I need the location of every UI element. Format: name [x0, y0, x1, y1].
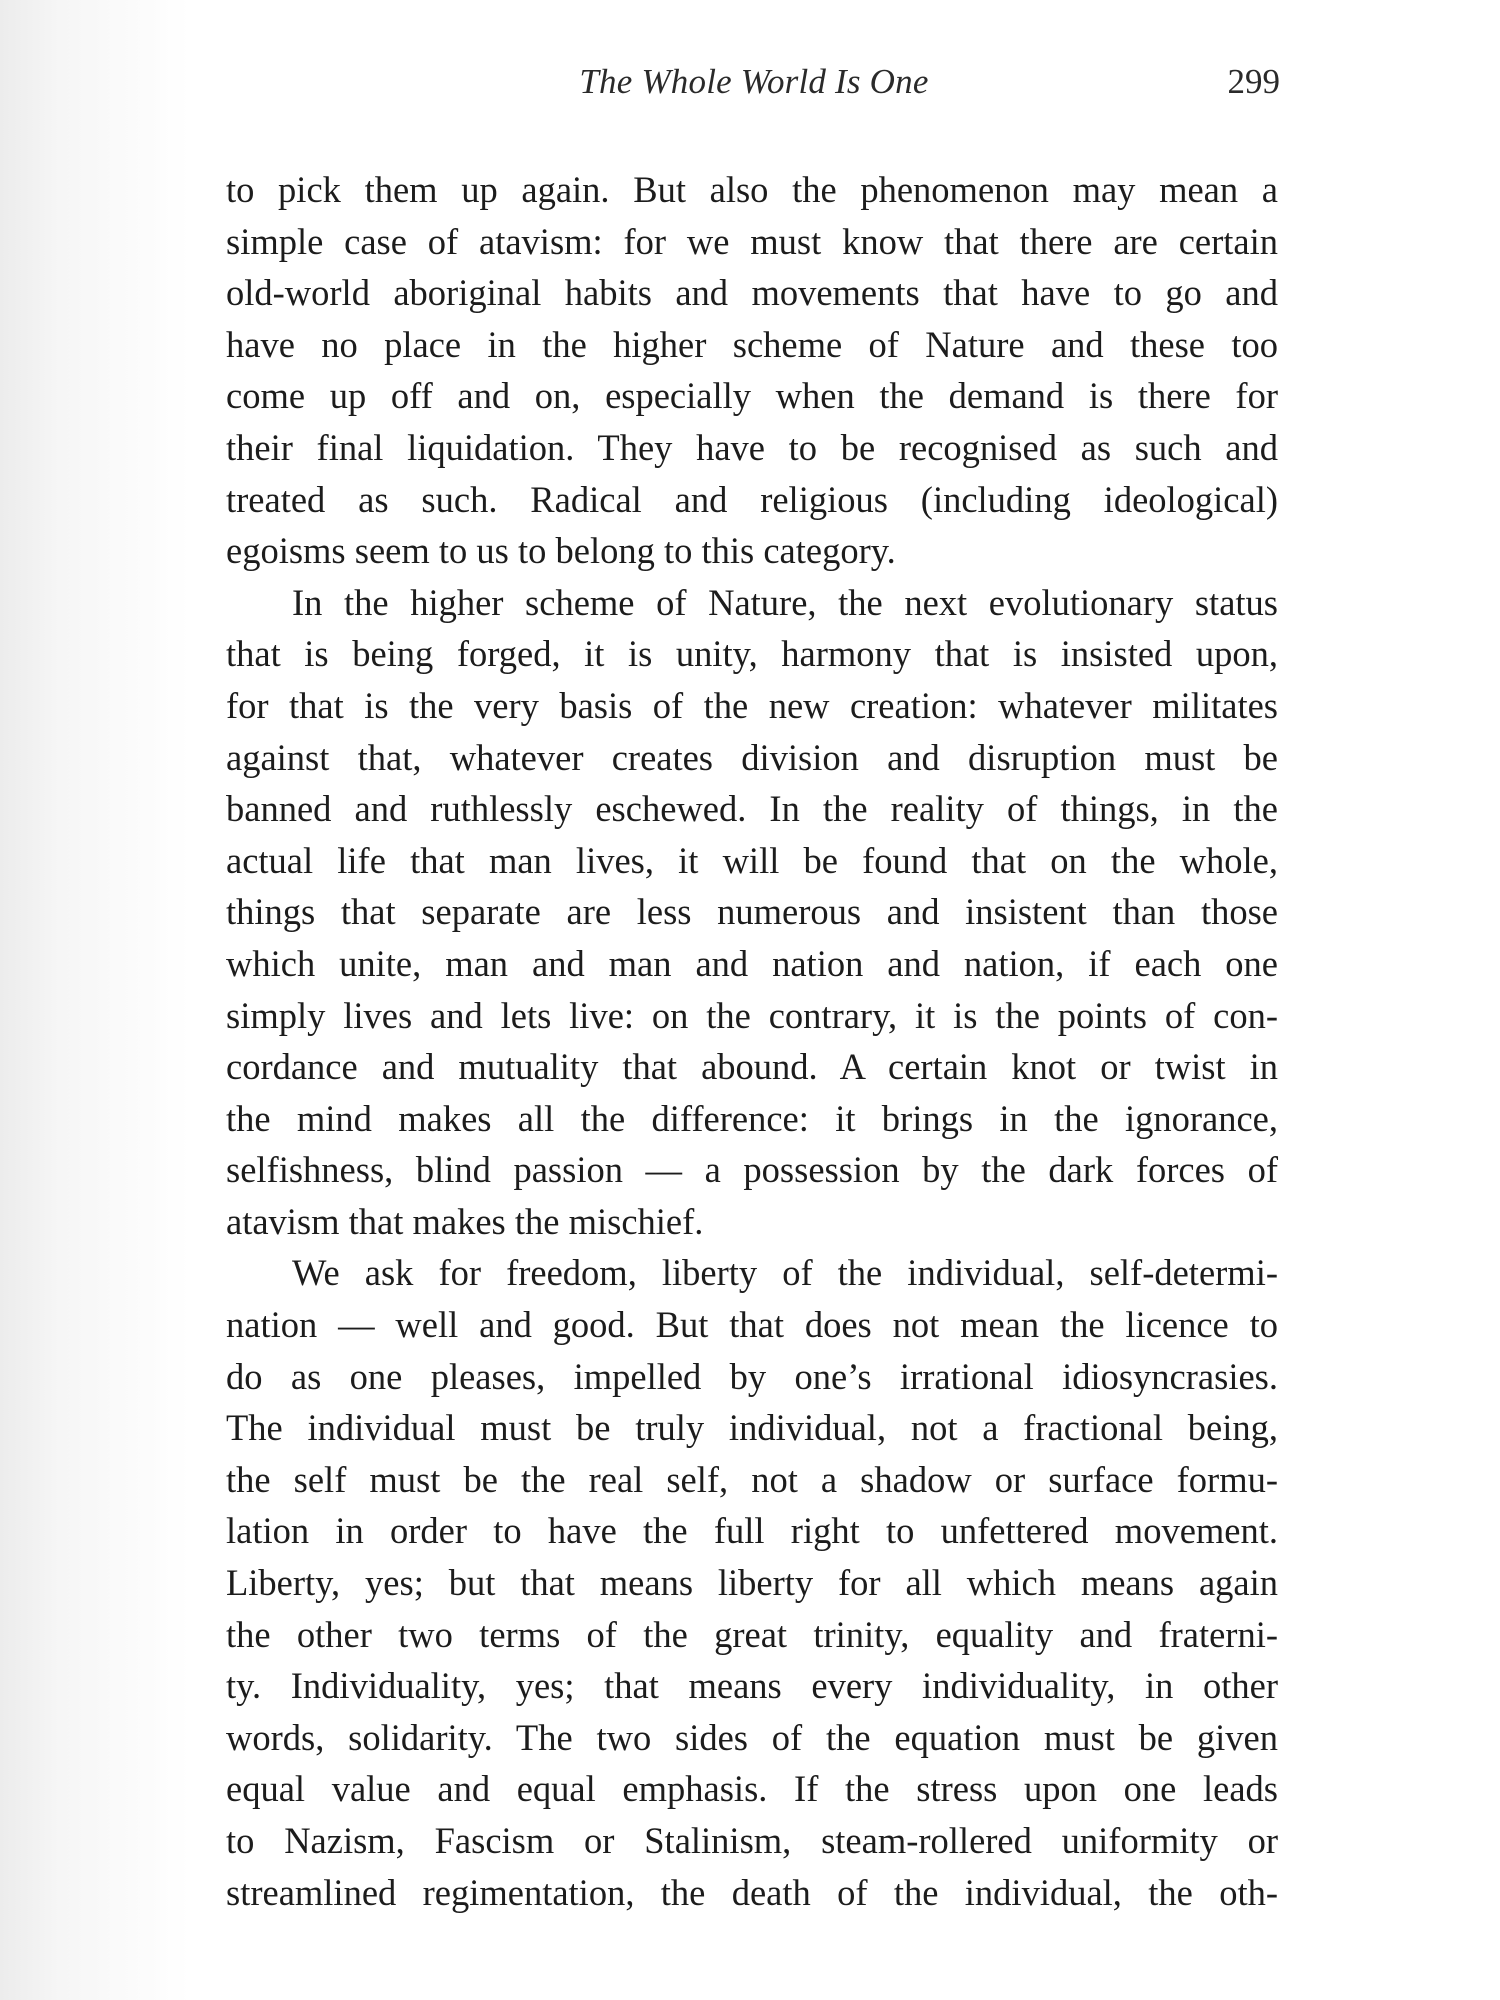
text-line: simple case of atavism: for we must know that there are certain	[226, 220, 1278, 262]
text-line: do as one pleases, impelled by one’s irrational idiosyncrasies.	[226, 1355, 1278, 1397]
text-line: the mind makes all the difference: it brings in the ignorance,	[226, 1097, 1278, 1139]
page-gutter-shadow	[0, 0, 190, 2000]
text-line: egoisms seem to us to belong to this category.	[226, 530, 896, 572]
text-line: the self must be the real self, not a shadow or surface formu-	[226, 1458, 1278, 1500]
text-line: things that separate are less numerous and insistent than those	[226, 891, 1278, 933]
page-number: 299	[1227, 62, 1280, 101]
text-line: actual life that man lives, it will be found that on the whole,	[226, 839, 1278, 881]
text-line: We ask for freedom, liberty of the individual, self-determi-	[292, 1252, 1278, 1294]
text-line: lation in order to have the full right to unfettered movement.	[226, 1510, 1278, 1552]
paragraph	[226, 1247, 1278, 1918]
text-line: cordance and mutuality that abound. A certain knot or twist in	[226, 1046, 1278, 1088]
text-line: words, solidarity. The two sides of the equation must be given	[226, 1716, 1278, 1758]
text-line: old-world aboriginal habits and movements that have to go and	[226, 272, 1278, 314]
text-line: the other two terms of the great trinity, equality and fraterni-	[226, 1613, 1278, 1655]
text-line: In the higher scheme of Nature, the next evolutionary status	[292, 581, 1278, 623]
text-line: to pick them up again. But also the phenomenon may mean a	[226, 169, 1278, 210]
running-head	[228, 62, 1280, 118]
text-line: for that is the very basis of the new creation: whatever militates	[226, 684, 1278, 726]
text-line: have no place in the higher scheme of Nature and these too	[226, 323, 1278, 365]
text-line: streamlined regimentation, the death of the individual, the oth-	[226, 1871, 1278, 1913]
text-line: nation — well and good. But that does not mean the licence to	[226, 1304, 1278, 1346]
paragraph	[226, 577, 1278, 1248]
text-line: selfishness, blind passion — a possession by the dark forces of	[226, 1149, 1278, 1191]
text-line: equal value and equal emphasis. If the stress upon one leads	[226, 1768, 1278, 1810]
text-line: treated as such. Radical and religious (including ideological)	[226, 478, 1278, 520]
text-line: against that, whatever creates division and disruption must be	[226, 736, 1278, 778]
text-line: atavism that makes the mischief.	[226, 1200, 704, 1242]
text-line: to Nazism, Fascism or Stalinism, steam-rollered uniformity or	[226, 1820, 1278, 1861]
paragraph	[226, 164, 1278, 577]
text-line: their final liquidation. They have to be recognised as such and	[226, 426, 1278, 468]
text-line: ty. Individuality, yes; that means every individuality, in other	[226, 1665, 1278, 1707]
text-line: simply lives and lets live: on the contrary, it is the points of con-	[226, 994, 1278, 1036]
text-line: Liberty, yes; but that means liberty for all which means again	[226, 1562, 1278, 1604]
body-text	[226, 164, 1278, 1918]
text-line: The individual must be truly individual, not a fractional being,	[226, 1407, 1278, 1449]
text-line: come up off and on, especially when the demand is there for	[226, 375, 1278, 417]
text-line: that is being forged, it is unity, harmony that is insisted upon,	[226, 633, 1278, 675]
text-line: which unite, man and man and nation and nation, if each one	[226, 942, 1278, 984]
text-line: banned and ruthlessly eschewed. In the reality of things, in the	[226, 788, 1278, 830]
running-title: The Whole World Is One	[579, 62, 929, 101]
